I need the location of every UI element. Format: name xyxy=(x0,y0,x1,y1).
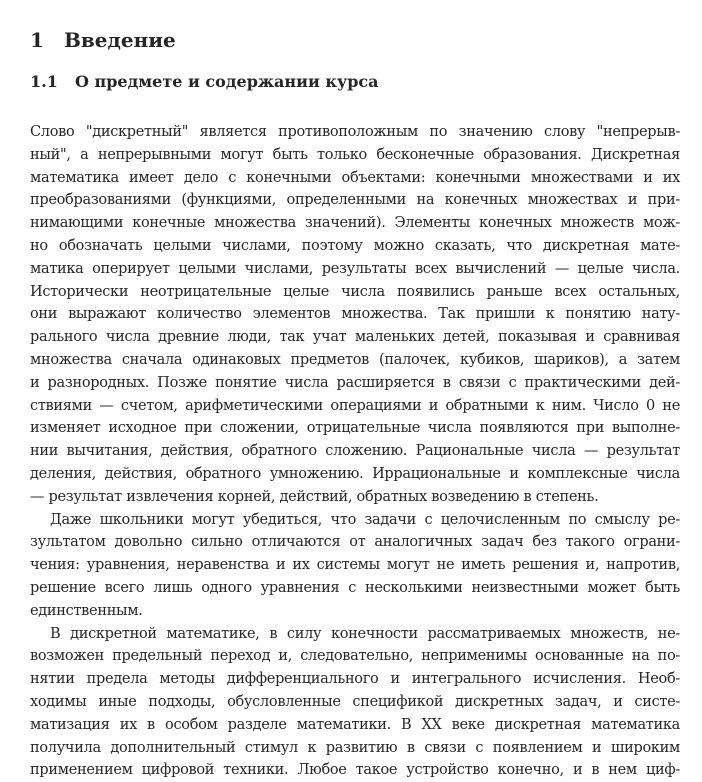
text-line: ствиями — счетом, арифметическими операциями и обратными к ним. Число 0 не xyxy=(30,397,680,414)
text-line: Исторически неотрицательные целые числа появились раньше всех остальных, xyxy=(30,283,680,300)
text-line: получила дополнительный стимул к развитию в связи с появлением и широким xyxy=(30,739,680,756)
text-line: нятии предела методы дифференциального и интегрального исчисления. Необ- xyxy=(30,671,680,688)
text-line: чения: уравнения, неравенства и их системы могут не иметь решения и, напротив, xyxy=(30,557,680,574)
text-line: применением цифровой техники. Любое такое устройство конечно, и в нем циф- xyxy=(30,762,680,779)
subsection-title: О предмете и содержании курса xyxy=(75,72,379,91)
text-line: и разнородных. Позже понятие числа расширяется в связи с практическими дей- xyxy=(30,374,680,391)
text-line: В дискретной математике, в силу конечности рассматриваемых множеств, не- xyxy=(50,625,680,642)
text-line: решение всего лишь одного уравнения с несколькими неизвестными может быть xyxy=(30,579,680,596)
text-line: деления, действия, обратного умножению. Иррациональные и комплексные числа xyxy=(30,465,680,482)
text-line: зультатом довольно сильно отличаются от аналогичных задач без такого ограни- xyxy=(30,534,680,551)
text-line: возможен предельный переход и, следовательно, неприменимы основанные на по- xyxy=(30,648,680,665)
text-line: Слово "дискретный" является противоположным по значению слову "непрерыв- xyxy=(30,124,680,140)
text-line: рального числа древние люди, так учат маленьких детей, показывая и сравнивая xyxy=(30,329,680,346)
section-title: Введение xyxy=(64,28,176,52)
text-line: нимающими конечные множества значений). Элементы конечных множеств мож- xyxy=(30,215,680,232)
text-line: матизация их в особом разделе математики. В XX веке дискретная математика xyxy=(30,716,680,733)
text-line: нии вычитания, действия, обратного сложению. Рациональные числа — результат xyxy=(30,443,680,460)
text-line: но обозначать целыми числами, поэтому можно сказать, что дискретная мате- xyxy=(30,237,680,254)
text-line: матика оперирует целыми числами, результаты всех вычислений — целые числа. xyxy=(30,260,680,277)
text-line: ный", а непрерывными могут быть только бесконечные образования. Дискретная xyxy=(30,146,680,163)
text-line: математика имеет дело с конечными объектами: конечными множествами и их xyxy=(30,169,680,186)
text-line: они выражают количество элементов множества. Так пришли к понятию нату- xyxy=(30,306,680,323)
body-text xyxy=(30,121,680,782)
text-line: множества сначала одинаковых предметов (палочек, кубиков, шариков), а затем xyxy=(30,351,680,368)
section-heading xyxy=(30,28,176,52)
text-line: единственным. xyxy=(30,602,143,619)
text-line: преобразованиями (функциями, определенными на конечных множествах и при- xyxy=(30,192,680,209)
text-line: — результат извлечения корней, действий, обратных возведению в степень. xyxy=(30,488,599,505)
section-number: 1 xyxy=(30,28,44,52)
text-line: ходимы иные подходы, обусловленные спецификой дискретных задач, и систе- xyxy=(30,693,680,710)
text-line: изменяет исходное при сложении, отрицательные числа появляются при выполне- xyxy=(30,420,680,437)
text-line: Даже школьники могут убедиться, что задачи с целочисленным по смыслу ре- xyxy=(50,511,680,528)
subsection-heading xyxy=(30,72,379,91)
subsection-number: 1.1 xyxy=(30,72,58,91)
